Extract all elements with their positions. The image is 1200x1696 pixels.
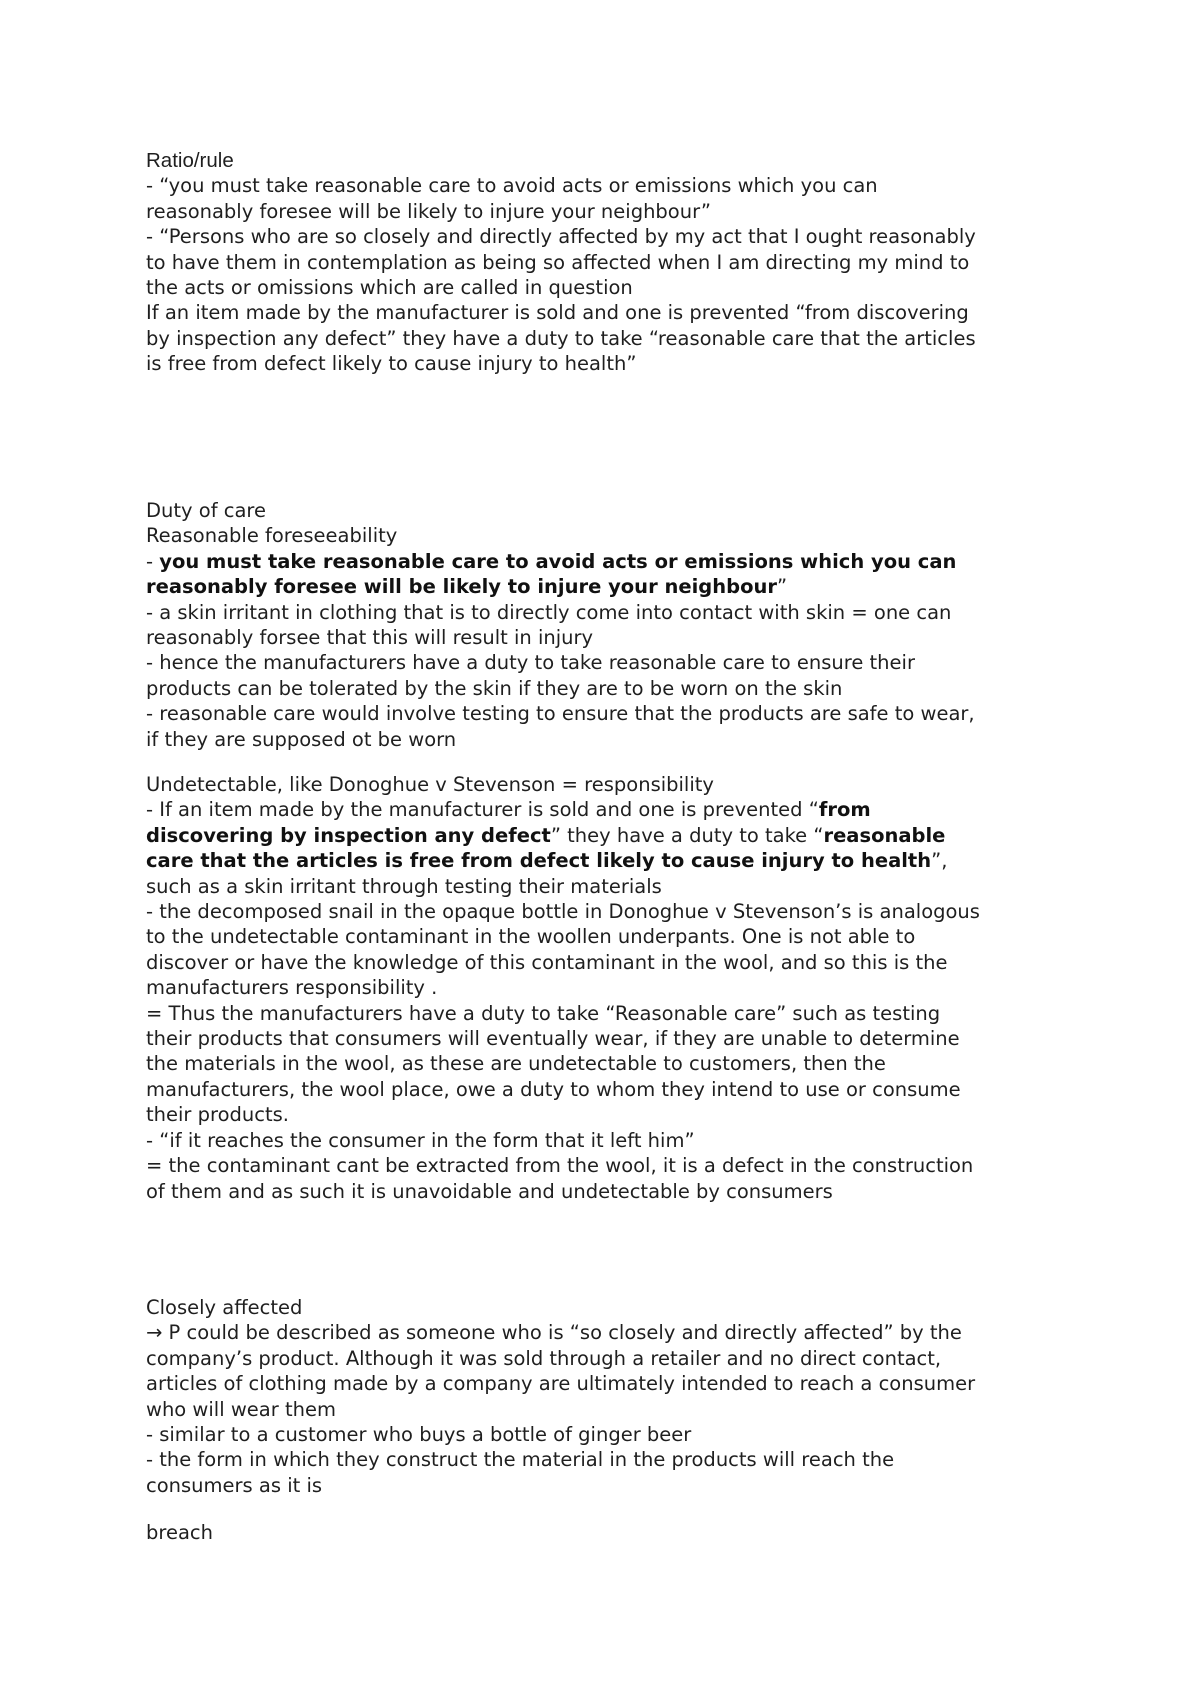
text-line: by inspection any defect” they have a duty to take “reasonable care that the articles (146, 326, 976, 350)
section-breach (146, 1520, 1076, 1545)
section-subheading: Reasonable foreseeability (146, 524, 398, 548)
section-duty-of-care (146, 498, 1076, 752)
section-heading: breach (146, 1521, 213, 1544)
bold-quote-line: reasonably foresee will be likely to injure your neighbour” (146, 575, 788, 599)
section-heading: Duty of care (146, 499, 267, 522)
text-line: If an item made by the manufacturer is sold and one is prevented “from discovering (146, 301, 969, 325)
text-line: - “Persons who are so closely and directly affected by my act that I ought reasonably (146, 225, 976, 249)
text-line: = Thus the manufacturers have a duty to take “Reasonable care” such as testing (146, 1001, 941, 1025)
text-line: to the undetectable contaminant in the woollen underpants. One is not able to (146, 925, 916, 949)
text-line: their products. (146, 1103, 289, 1127)
bold-quote-line: - you must take reasonable care to avoid acts or emissions which you can (146, 549, 957, 573)
bold-quote: discovering by inspection any defect (146, 823, 551, 847)
section-ratio-rule (146, 148, 1076, 377)
text-line: is free from defect likely to cause injury to health” (146, 352, 637, 376)
section-closely-affected (146, 1295, 1076, 1498)
text-line: manufacturers responsibility . (146, 976, 438, 1000)
text-line: → P could be described as someone who is “so closely and directly affected” by the (146, 1321, 962, 1345)
text-line: - a skin irritant in clothing that is to directly come into contact with skin = one can (146, 600, 952, 624)
plain-text: ”, (931, 849, 948, 873)
text-line: the acts or omissions which are called in question (146, 276, 633, 300)
text-line: if they are supposed ot be worn (146, 727, 457, 751)
text-line: the materials in the wool, as these are undetectable to customers, then the (146, 1052, 886, 1076)
text-line: reasonably forsee that this will result in injury (146, 626, 594, 650)
text-line: discover or have the knowledge of this contaminant in the wool, and so this is the (146, 950, 948, 974)
mixed-line (146, 823, 1076, 848)
text-line: products can be tolerated by the skin if they are to be worn on the skin (146, 676, 843, 700)
bold-quote: you must take reasonable care to avoid acts or emissions which you can (159, 549, 957, 573)
text-line: - “you must take reasonable care to avoid acts or emissions which you can (146, 174, 878, 198)
text-line: = the contaminant cant be extracted from the wool, it is a defect in the construction (146, 1154, 974, 1178)
section-heading: Undetectable, like Donoghue v Stevenson = responsibility (146, 773, 714, 796)
bold-quote: care that the articles is free from defect likely to cause injury to health (146, 849, 932, 873)
text-line: to have them in contemplation as being so affected when I am directing my mind to (146, 250, 970, 274)
mixed-line (146, 797, 1076, 822)
text-line: reasonably foresee will be likely to injure your neighbour” (146, 199, 712, 223)
text-line: - similar to a customer who buys a bottle of ginger beer (146, 1423, 692, 1447)
text-line: - hence the manufacturers have a duty to take reasonable care to ensure their (146, 651, 915, 675)
text-line: consumers as it is (146, 1473, 323, 1497)
text-line: articles of clothing made by a company are ultimately intended to reach a consumer (146, 1372, 976, 1396)
text-line: who will wear them (146, 1397, 336, 1421)
text-line: company’s product. Although it was sold through a retailer and no direct contact, (146, 1346, 942, 1370)
section-heading: Ratio/rule (146, 149, 234, 172)
text-line: manufacturers, the wool place, owe a duty to whom they intend to use or consume (146, 1077, 961, 1101)
bold-quote: reasonably foresee will be likely to injure your neighbour (146, 575, 777, 599)
section-heading: Closely affected (146, 1296, 303, 1319)
text-line: - the decomposed snail in the opaque bottle in Donoghue v Stevenson’s is analogous (146, 900, 980, 924)
text-line: - the form in which they construct the material in the products will reach the (146, 1448, 895, 1472)
plain-text: ” they have a duty to take “ (550, 823, 824, 847)
bold-quote: reasonable (823, 823, 946, 847)
text-line: their products that consumers will eventually wear, if they are unable to determine (146, 1027, 960, 1051)
plain-text: - If an item made by the manufacturer is sold and one is prevented “ (146, 798, 819, 822)
bold-quote: from (818, 798, 871, 822)
text-line: - reasonable care would involve testing to ensure that the products are safe to wear, (146, 702, 975, 726)
mixed-line (146, 848, 1076, 873)
section-undetectable (146, 772, 1076, 1204)
text-line: - “if it reaches the consumer in the form that it left him” (146, 1128, 695, 1152)
text-line: such as a skin irritant through testing their materials (146, 874, 662, 898)
text-line: of them and as such it is unavoidable and undetectable by consumers (146, 1179, 833, 1203)
